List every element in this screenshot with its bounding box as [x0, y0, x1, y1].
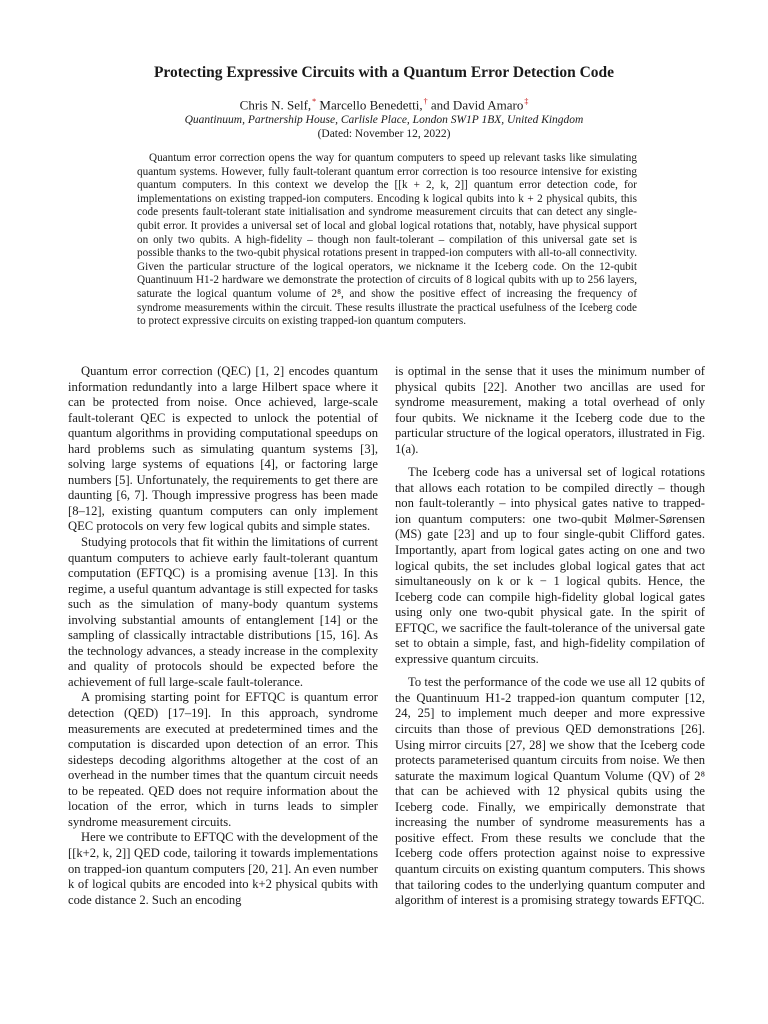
body-paragraph: Here we contribute to EFTQC with the development of the [[k+2, k, 2]] QED code, tailoring it towards implementations on trapped-ion quantum computers [20, 21]. An even number k of logical qubits are encoded into k+2 physical qubits with code distance 2. Such an encoding	[68, 830, 378, 907]
author-line	[0, 97, 768, 113]
left-column	[68, 364, 378, 908]
body-paragraph: To test the performance of the code we use all 12 qubits of the Quantinuum H1-2 trapped-ion quantum computer [12, 24, 25] to implement much deeper and more expressive circuits than those of previous QED demonstrations [26]. Using mirror circuits [27, 28] we show that the Iceberg code protects parameterised quantum circuits from noise. We then saturate the maximum logical Quantum Volume (QV) of 2⁸ that can be achieved with 12 physical qubits using the Iceberg code. Finally, we empirically demonstrate that increasing the number of syndrome measurements has a positive effect. From these results we conclude that the Iceberg code offers protection against noise to expressive quantum circuits on existing quantum computers. This shows that tailoring codes to the underlying quantum computer and algorithm of interest is a promising strategy towards EFTQC.	[395, 675, 705, 908]
body-paragraph: A promising starting point for EFTQC is quantum error detection (QED) [17–19]. In this approach, syndrome measurements are executed at predetermined times and the computation is discarded upon detection of an error. This sidesteps decoding algorithms altogether at the cost of an overhead in the number times that the quantum circuit needs to be repeated. QED does not require information about the location of the error, which in turns leads to simpler syndrome measurement circuits.	[68, 690, 378, 829]
author-name: Chris N. Self,	[239, 97, 312, 113]
author-footnote-mark[interactable]: ‡	[524, 97, 529, 106]
body-paragraph: is optimal in the sense that it uses the minimum number of physical qubits [22]. Another two ancillas are used for syndrome measurement, making a total overhead of only four qubits. We nickname it the Iceberg code due to the particular structure of the logical operators, illustrated in Fig. 1(a).	[395, 364, 705, 456]
author-name: and David Amaro	[430, 97, 524, 113]
paper-title: Protecting Expressive Circuits with a Quantum Error Detection Code	[153, 64, 615, 81]
abstract: Quantum error correction opens the way for quantum computers to speed up relevant tasks like simulating quantum systems. However, fully fault-tolerant quantum error correction is too resource intensive for existing quantum computers. In this context we develop the [[k + 2, k, 2]] quantum error detection code, for implementations on existing trapped-ion computers. Encoding k logical qubits into k + 2 physical qubits, this code presents fault-tolerant state initialisation and syndrome measurement circuits that can detect any single-qubit error. It provides a universal set of local and global logical rotations that, notably, have physical support on only two qubits. A high-fidelity – though non fault-tolerant – compilation of this universal gate set is possible thanks to the two-qubit physical rotations present in trapped-ion computers with all-to-all connectivity. Given the particular structure of the logical operators, we nickname it the Iceberg code. On the 12-qubit Quantinuum H1-2 hardware we demonstrate the protection of circuits of 8 logical qubits with up to 256 layers, saturate the logical quantum volume of 2⁸, and show the positive effect of increasing the frequency of syndrome measurements within the circuit. These results illustrate the practical usefulness of the Iceberg code to protect expressive circuits on existing trapped-ion quantum computers.	[137, 152, 637, 328]
body-paragraph: Studying protocols that fit within the limitations of current quantum computers to achieve early fault-tolerant quantum computation (EFTQC) is a promising avenue [13]. In this regime, a useful quantum advantage is still expected for tasks such as the simulation of many-body quantum systems involving substantial amounts of entanglement [14] or the sampling of classically intractable distributions [15, 16]. As the technology advances, a steady increase in the complexity and quality of protocols should be expected before the achievement of full large-scale fault-tolerance.	[68, 535, 378, 689]
date-line: (Dated: November 12, 2022)	[317, 128, 451, 140]
body-paragraph: The Iceberg code has a universal set of logical rotations that allows each rotation to be compiled directly – though non fault-tolerantly – into physical gates native to trapped-ion quantum computers: one two-qubit Mølmer-Sørensen (MS) gate [23] and up to four single-qubit Clifford gates. Importantly, apart from logical gates acting on one and two logical qubits, the set includes global logical gates that act simultaneously on k or k − 1 logical qubits. Hence, the Iceberg code can compile high-fidelity global logical gates using only one two-qubit physical gate. In the spirit of EFTQC, we sacrifice the fault-tolerance of the universal gate set to obtain a simple, fast, and high-fidelity compilation of expressive quantum circuits.	[395, 465, 705, 666]
author-footnote-mark[interactable]: *	[312, 97, 317, 106]
right-column	[395, 364, 705, 909]
author-name: Marcello Benedetti,	[319, 97, 423, 113]
affiliation: Quantinuum, Partnership House, Carlisle Place, London SW1P 1BX, United Kingdom	[184, 114, 584, 126]
author-footnote-mark[interactable]: †	[423, 97, 428, 106]
body-paragraph: Quantum error correction (QEC) [1, 2] encodes quantum information redundantly into a large Hilbert space where it can be protected from noise. Once achieved, large-scale fault-tolerant QEC is expected to unlock the potential of quantum algorithms in providing computational speedups on hard problems such as simulating quantum systems [3], solving large systems of equations [4], or factoring large numbers [5]. Unfortunately, the requirements to get there are daunting [6, 7]. Though impressive progress has been made [8–12], existing quantum computers can only implement QEC protocols on very few logical qubits and simple states.	[68, 364, 378, 534]
